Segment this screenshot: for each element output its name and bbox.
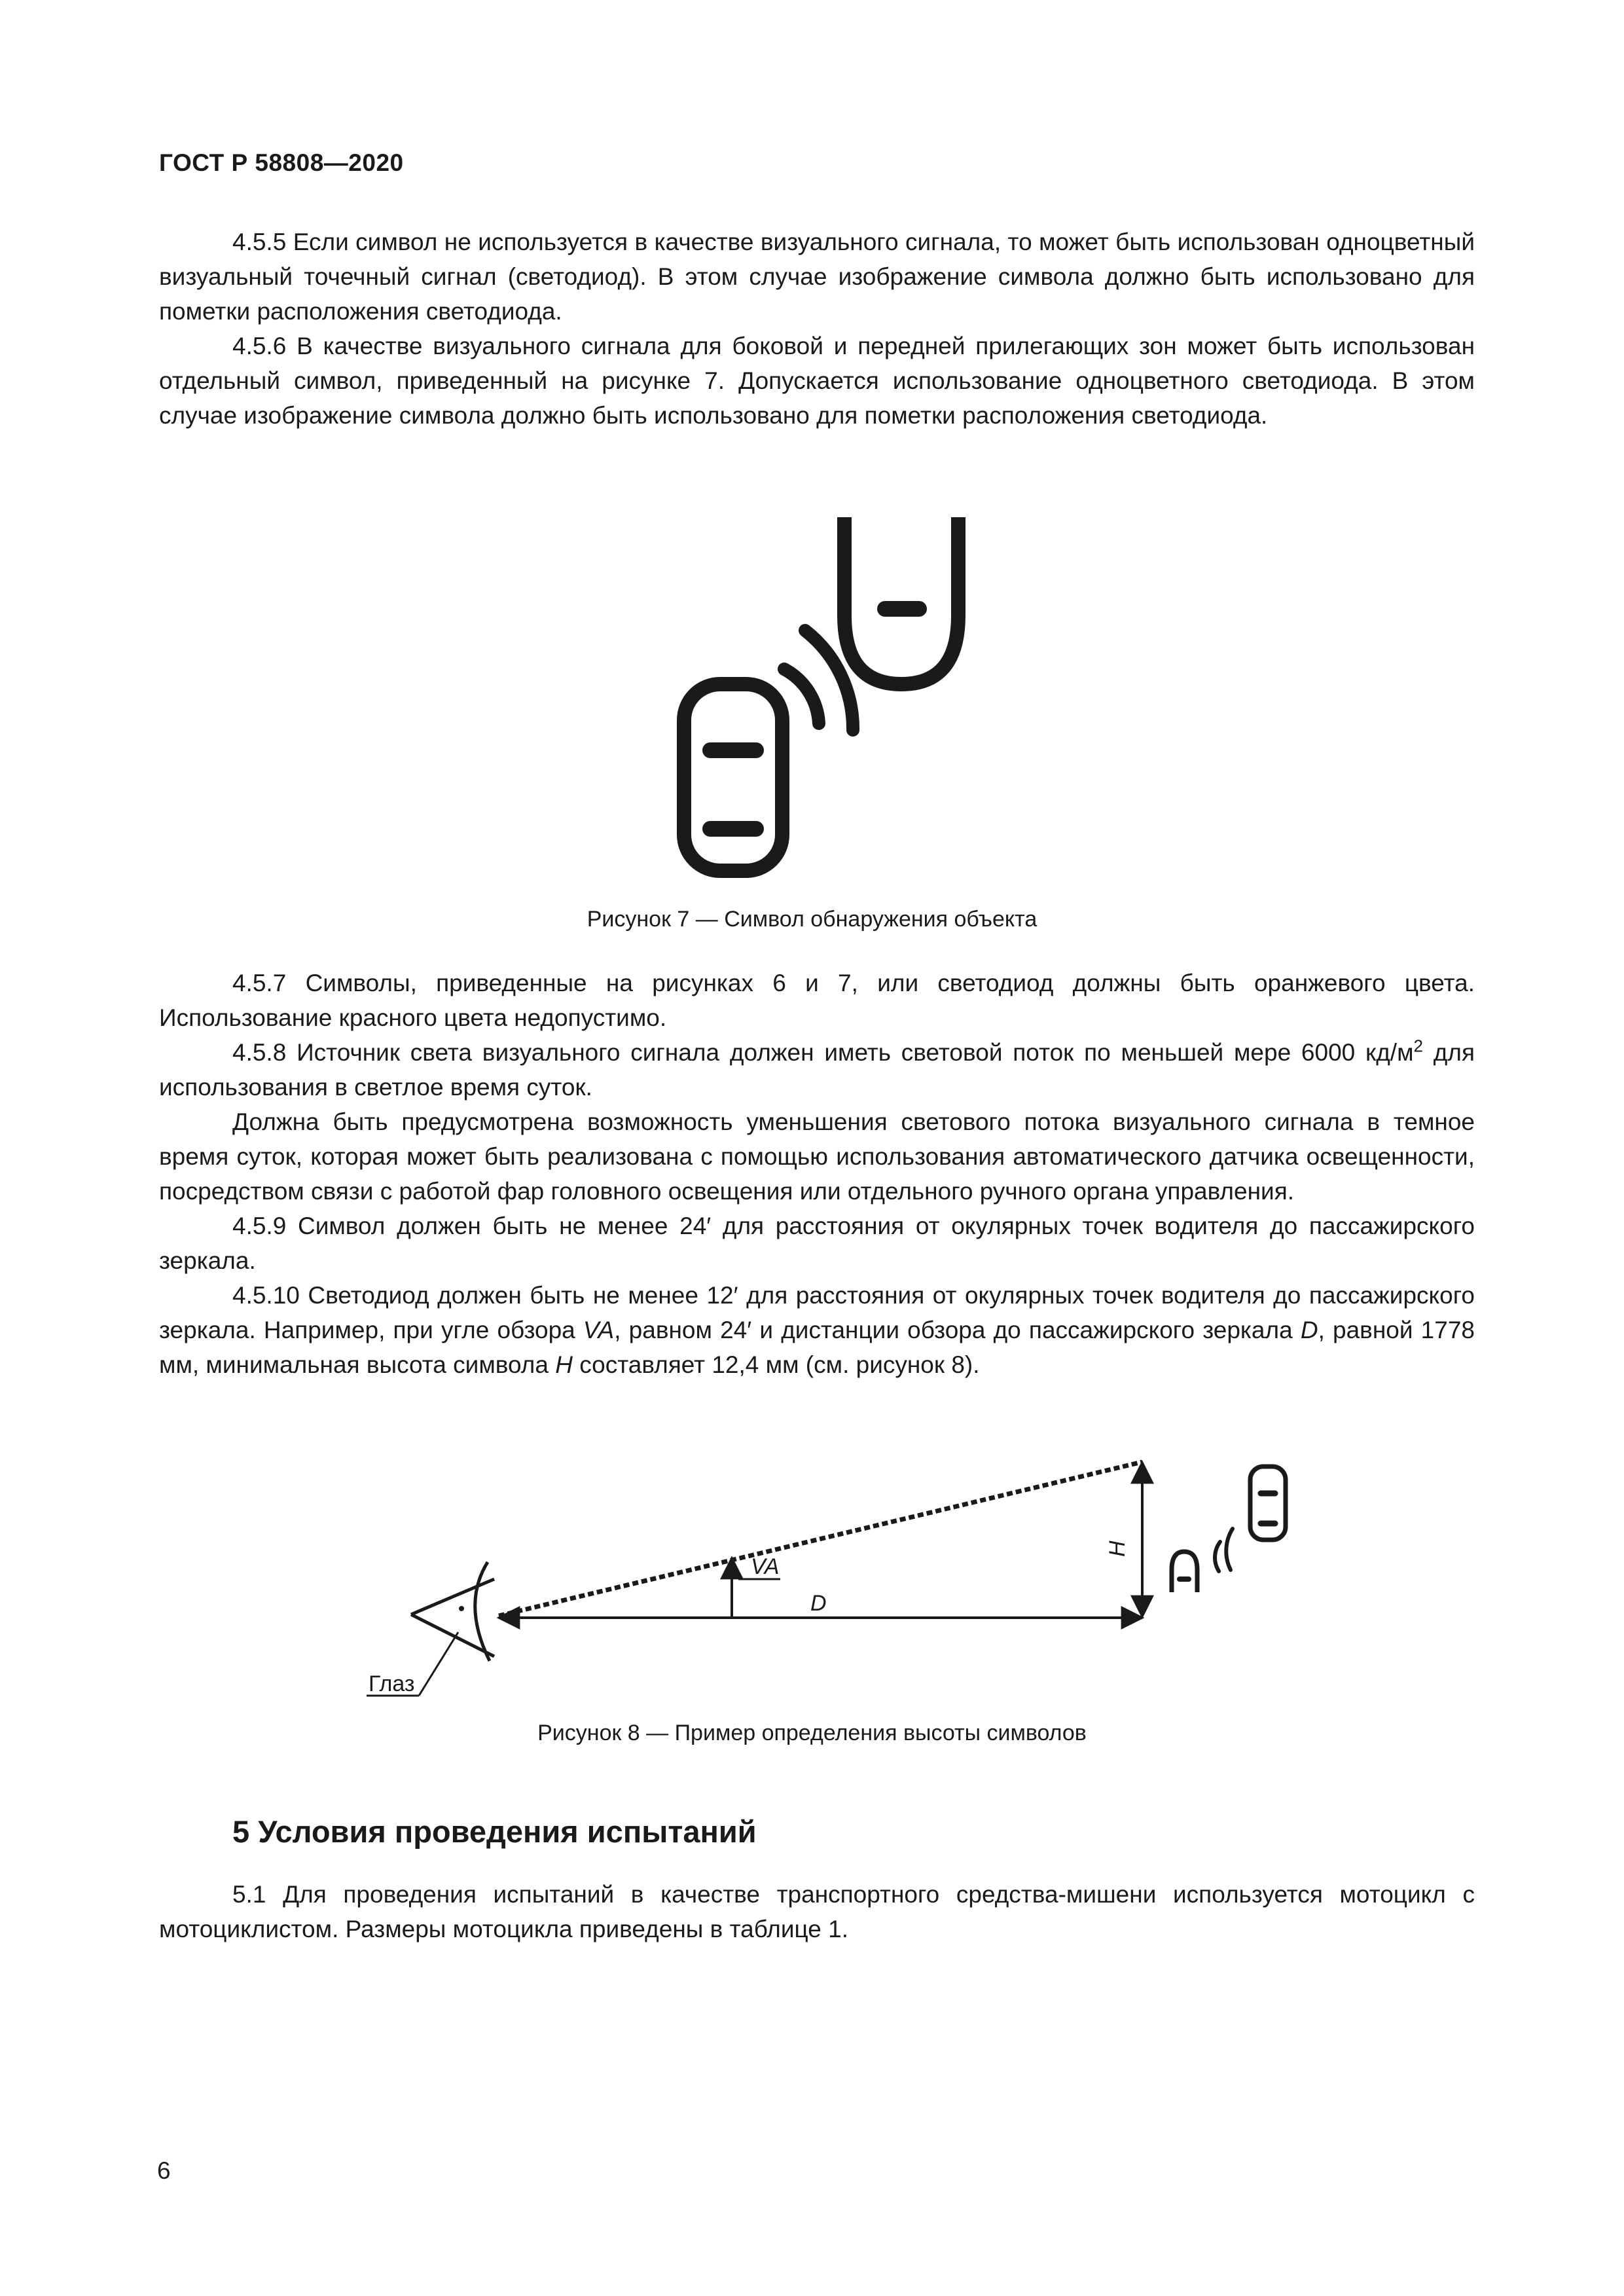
var-va: VA [583,1317,615,1343]
var-d: D [1300,1317,1318,1343]
paragraph-4-5-8: 4.5.8 Источник света визуального сигнала должен иметь световой поток по меньшей мере 6000 $кд/м^2$ для использования в светлое время суток. [159,1036,1475,1101]
label-va: VA [751,1554,780,1579]
car-symbol-small [1250,1467,1286,1540]
label-eye: Глаз [369,1671,415,1696]
paragraph-4-5-9: 4.5.9 Символ должен быть не менее 24′ для расстояния от окулярных точек водителя до пассажирского зеркала. [159,1212,1475,1274]
section-5-title: 5 Условия проведения испытаний [232,1814,757,1849]
paragraph-4-5-8-b: Должна быть предусмотрена возможность уменьшения светового потока визуального сигнала в темное время суток, которая может быть реализована с помощью использования автоматического датчика освещенности, посредством связи с работой фар головного освещения или отдельного ручного органа управления. [159,1108,1475,1205]
figure-8-caption: Рисунок 8 — Пример определения высоты символов [537,1721,1087,1745]
var-h: H [555,1351,573,1378]
page-number: 6 [157,2157,171,2184]
mirror-symbol-small [1172,1552,1197,1592]
figure-7-caption: Рисунок 7 — Символ обнаружения объекта [586,907,1038,932]
label-d: D [810,1591,827,1616]
superscript-2: 2 [1413,1036,1423,1056]
paragraph-4-5-6: 4.5.6 В качестве визуального сигнала для боковой и передней прилегающих зон может быть использован отдельный символ, приведенный на рисунке 7. Допускается использование одноцветного светодиода. В этом случае изображение символа должно быть использовано для пометки расположения светодиода. [159,333,1475,429]
paragraph-5-1: 5.1 Для проведения испытаний в качестве транспортного средства-мишени используется мотоцикл с мотоциклистом. Размеры мотоцикла приведены в таблице 1. [159,1881,1475,1942]
paragraph-4-5-10: 4.5.10 Светодиод должен быть не менее 12′ для расстояния от окулярных точек водителя до пассажирского зеркала. Например, при угле обзора VA, равном 24′ и дистанции обзора до пассажирского зеркала D, равной 1778 мм, минимальная высота символа H составляет 12,4 мм (см. рисунок 8). [159,1282,1475,1378]
paragraph-4-5-7: 4.5.7 Символы, приведенные на рисунках 6 и 7, или светодиод должны быть оранжевого цвета. Использование красного цвета недопустимо. [159,970,1475,1031]
paragraph-4-5-5: 4.5.5 Если символ не используется в качестве визуального сигнала, то может быть использован одноцветный визуальный точечный сигнал (светодиод). В этом случае изображение символа должно быть использовано для пометки расположения светодиода. [159,228,1475,325]
document-header: ГОСТ Р 58808—2020 [159,149,404,176]
label-h: H [1105,1540,1130,1557]
